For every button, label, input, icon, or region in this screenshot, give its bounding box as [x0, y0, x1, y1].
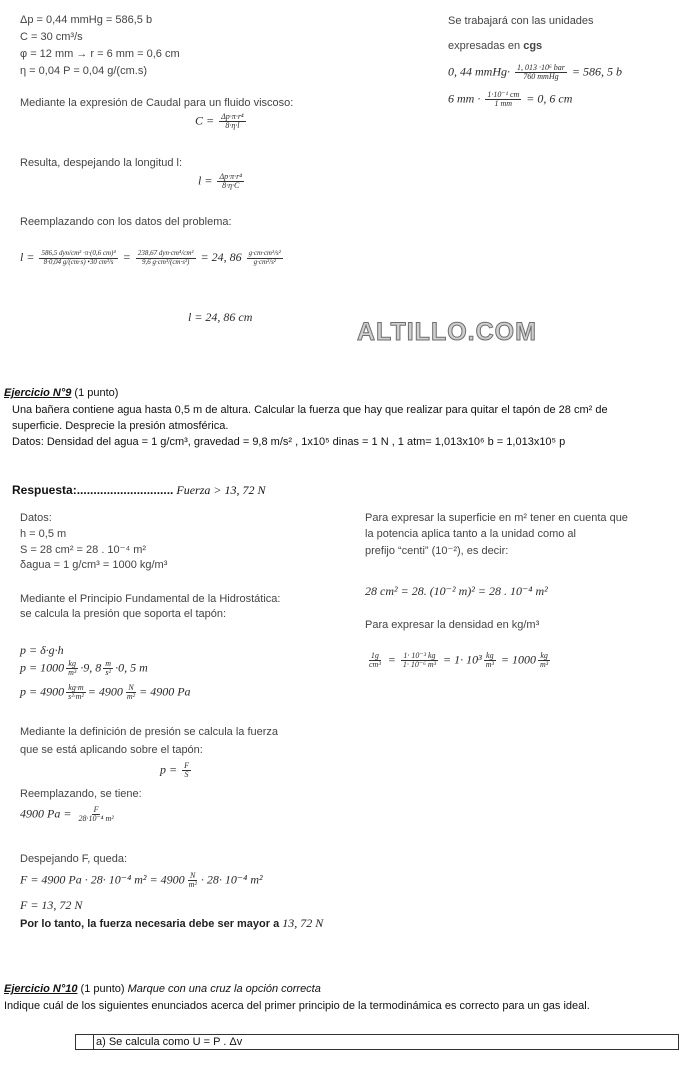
p2-left: p = 1000 [20, 660, 65, 675]
despeje-num: Δp·π·r⁴ [219, 172, 243, 181]
ex10-instruction: Marque con una cruz la opción correcta [127, 983, 321, 995]
ex10-points: (1 punto) [77, 983, 128, 995]
ex9-reemp-formula [20, 806, 118, 824]
altillo-logo: ALTILLO.COM [357, 318, 537, 346]
given-line-4: η = 0,04 P = 0,04 g/(cm.s) [20, 65, 147, 77]
ex9-answer-value: Fuerza > 13, 72 N [173, 483, 266, 497]
dens-f4-den: m³ [540, 660, 549, 670]
ex9-desp-eq-1 [20, 872, 263, 890]
ex9-statement-1: Una bañera contiene agua hasta 0,5 m de altura. Calcular la fuerza que hay que realizar para quitar el tapón de 28 cm² de [12, 404, 608, 416]
reemp-den: 28·10⁻⁴ m² [78, 814, 114, 824]
conv1-den: 760 mmHg [523, 72, 559, 82]
reemplazo-f2-den: 9,6 g·cm³/(cm·s²) [142, 257, 190, 266]
dens-f3-den: m³ [485, 660, 494, 670]
despeje-lhs: l = [198, 173, 213, 188]
conv1-fraction [515, 64, 567, 82]
dens-f1-den: cm³ [369, 660, 381, 670]
conclusion-text: Por lo tanto, la fuerza necesaria debe ser mayor a [20, 918, 283, 930]
def-lhs: p = [160, 762, 178, 777]
ex9-heading [4, 387, 118, 399]
conv1-result: = 586, 5 b [571, 64, 623, 79]
ex9-datos-title: Datos: [20, 512, 52, 524]
given-line-3: φ = 12 mm → r = 6 mm = 0,6 cm [20, 48, 180, 60]
ex9-def-1: Mediante la definición de presión se calcula la fuerza [20, 726, 279, 738]
reemp-fraction [76, 806, 115, 824]
p3-fraction-1 [66, 684, 86, 702]
conv2-result: = 0, 6 cm [526, 91, 573, 106]
p3-right: = 4900 Pa [139, 684, 191, 699]
ex9-p-eq-1: p = δ·g·h [20, 643, 64, 657]
ex9-title: Ejercicio N°9 [4, 387, 72, 399]
reemplazo-fraction-1 [39, 250, 117, 266]
reemplazo-f3-den: g·cm²/s² [253, 257, 276, 266]
ex9-side-1: Para expresar la superficie en m² tener en cuenta que [365, 512, 628, 524]
dens-f2-num: 1· 10⁻³ kg [403, 651, 436, 660]
ex10-option-a-row [75, 1034, 679, 1050]
ex9-dato-2: S = 28 cm² = 28 . 10⁻⁴ m² [20, 544, 147, 556]
ex9-def-2: que se está aplicando sobre el tapón: [20, 744, 203, 756]
reemplazo-formula [20, 250, 285, 266]
ex9-conclusion [20, 916, 323, 931]
despeje-den: 8·η·C [222, 181, 240, 191]
ex10-statement: Indique cuál de los siguientes enunciados acerca del primer principio de la termodinámica es correcto para un gas ideal. [4, 1000, 590, 1012]
p3-fraction-2 [125, 684, 137, 702]
conv2-left: 6 mm · [448, 91, 481, 106]
reemp-lhs: 4900 Pa = [20, 806, 72, 821]
caudal-den: 8·η·l [225, 121, 240, 131]
dens-eq1: = [387, 652, 396, 667]
ex9-side-2: la potencia aplica tanto a la unidad como al [365, 528, 576, 540]
ex9-density-conversion [365, 652, 552, 670]
cgs-note-bold: cgs [523, 40, 543, 52]
ex9-side-4: Para expresar la densidad en kg/m³ [365, 619, 540, 631]
ex9-desp-title: Despejando F, queda: [20, 853, 128, 865]
ex9-principio-1: Mediante el Principio Fundamental de la Hidrostática: [20, 593, 281, 605]
p3-left: p = 4900 [20, 684, 65, 699]
p3-f2-den: m² [126, 692, 136, 702]
dens-fraction-2 [401, 652, 438, 670]
caudal-num: Δp·π·r⁴ [221, 112, 244, 121]
caudal-lhs: C = [195, 113, 215, 128]
dens-eq2: = 1· 10³ [443, 652, 482, 667]
desp1-left: F = 4900 Pa · 28· 10⁻⁴ m² = 4900 [20, 872, 185, 887]
reemplazo-fraction-2 [136, 250, 196, 266]
ex9-desp-eq-2: F = 13, 72 N [20, 898, 83, 912]
ex9-dato-3: δagua = 1 g/cm³ = 1000 kg/m³ [20, 559, 168, 571]
given-line-1: Δp = 0,44 mmHg = 586,5 b [20, 14, 153, 26]
dens-eq3: = 1000 [500, 652, 537, 667]
p2-fraction-1 [66, 660, 78, 678]
p2-f2-num: m [105, 659, 112, 668]
dens-f2-den: 1· 10⁻⁶ m³ [402, 660, 437, 670]
option-a-text: a) Se calcula como U = P . Δv [96, 1036, 243, 1048]
def-den: S [184, 770, 189, 780]
def-num: F [184, 761, 189, 770]
conv2-den: 1 mm [494, 99, 513, 109]
p3-f1-num: kg·m [68, 683, 84, 692]
p2-f2-den: s² [105, 668, 111, 678]
p2-f1-den: m³ [68, 668, 77, 678]
reemplazo-f1-num: 586,5 dyn/cm² ·π·(0,6 cm)⁴ [41, 249, 116, 258]
option-a-checkbox-cell[interactable] [76, 1035, 94, 1049]
dens-f1-num: 1g [370, 651, 379, 660]
ex9-statement-2: superficie. Desprecie la presión atmosférica. [12, 420, 229, 432]
reemplazo-result: l = 24, 86 cm [188, 310, 253, 324]
caudal-fraction [219, 113, 246, 131]
ex10-title: Ejercicio N°10 [4, 983, 78, 995]
ex9-side-3: prefijo “centi” (10⁻²), es decir: [365, 545, 509, 557]
ex9-answer-label: Respuesta:............................. [12, 483, 174, 497]
p3-mid: = 4900 [87, 684, 123, 699]
despeje-fraction [217, 173, 244, 191]
ex9-p-eq-2 [20, 660, 148, 678]
dens-fraction-3 [484, 652, 496, 670]
def-fraction [182, 762, 191, 780]
reemplazo-eq1: = [122, 250, 131, 264]
despeje-intro: Resulta, despejando la longitud l: [20, 157, 183, 169]
ex9-dato-1: h = 0,5 m [20, 528, 67, 540]
p2-mid: ·9, 8 [80, 660, 102, 675]
p2-fraction-2 [103, 660, 113, 678]
conv2-fraction [485, 91, 521, 109]
dens-fraction-1 [367, 652, 383, 670]
given-line-2: C = 30 cm³/s [20, 31, 83, 43]
reemplazo-eq2: = 24, 86 [200, 250, 242, 264]
ex10-heading [4, 983, 321, 995]
caudal-intro: Mediante la expresión de Caudal para un fluido viscoso: [20, 97, 294, 109]
reemplazo-lhs: l = [20, 250, 35, 264]
p2-f1-num: kg [68, 659, 76, 668]
p3-f2-num: N [128, 683, 134, 692]
ex9-side-equation: 28 cm² = 28. (10⁻² m)² = 28 . 10⁻⁴ m² [365, 584, 548, 598]
cgs-conversion-length [448, 91, 572, 109]
conv1-left: 0, 44 mmHg· [448, 64, 510, 79]
cgs-conversion-pressure [448, 64, 622, 82]
ex9-points: (1 punto) [71, 387, 119, 399]
reemplazo-intro: Reemplazando con los datos del problema: [20, 216, 232, 228]
dens-f4-num: kg [540, 651, 548, 660]
dens-fraction-4 [538, 652, 550, 670]
despeje-formula [198, 173, 246, 191]
ex9-def-formula [160, 762, 193, 780]
reemplazo-f1-den: 8·0,04 g/(cm·s) •30 cm³/s [43, 257, 114, 266]
ex9-principio-2: se calcula la presión que soporta el tapón: [20, 608, 227, 620]
reemp-num: F [93, 805, 99, 814]
desp1-den: m² [188, 880, 197, 890]
desp1-right: · 28· 10⁻⁴ m² [200, 872, 263, 887]
ex9-reemp-title: Reemplazando, se tiene: [20, 788, 142, 800]
dens-f3-num: kg [486, 651, 494, 660]
reemplazo-fraction-3 [247, 250, 283, 266]
desp1-fraction [187, 872, 199, 890]
caudal-formula [195, 113, 248, 131]
cgs-note-prefix: expresadas en [448, 40, 524, 52]
ex9-p-eq-3 [20, 684, 191, 702]
conv2-num: 1·10⁻¹ cm [487, 90, 520, 99]
ex9-answer [12, 483, 265, 498]
ex9-datos-line: Datos: Densidad del agua = 1 g/cm³, gravedad = 9,8 m/s² , 1x10⁵ dinas = 1 N , 1 atm= 1,013x10⁶ b = 1,013x10⁵ p [12, 436, 566, 448]
desp1-num: N [190, 871, 196, 880]
p3-f1-den: s²·m² [68, 692, 84, 702]
conclusion-value: 13, 72 N [282, 916, 324, 930]
reemplazo-f3-num: g·cm·cm²/s² [248, 249, 281, 258]
cgs-note-line-2 [448, 40, 542, 52]
reemplazo-f2-num: 238,67 dyn·cm⁴/cm² [137, 249, 194, 258]
conv1-num: 1, 013 ·10⁶ bar [517, 63, 565, 72]
p2-right: ·0, 5 m [115, 660, 148, 675]
cgs-note-line-1: Se trabajará con las unidades [448, 15, 594, 27]
